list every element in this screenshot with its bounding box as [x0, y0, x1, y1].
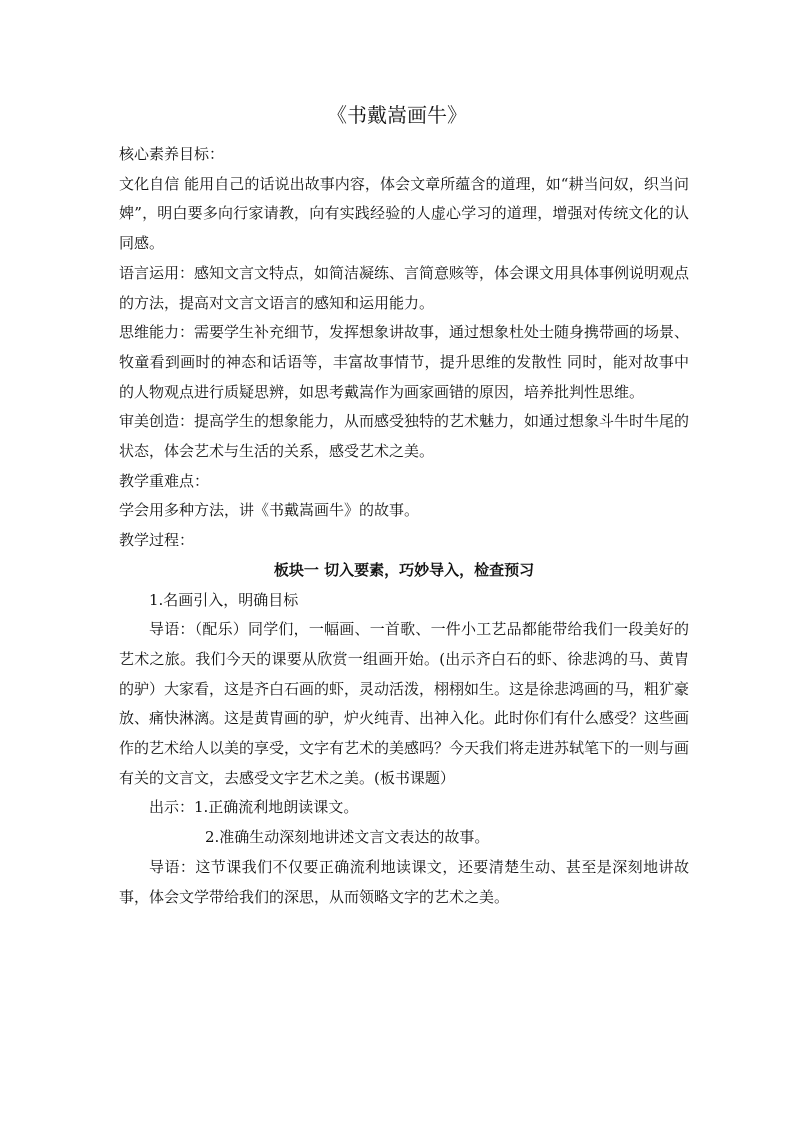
section-heading-block-one: 板块一 切入要素，巧妙导入，检查预习: [273, 560, 535, 579]
heading-teaching-process: 教学过程：: [119, 531, 195, 550]
paragraph-cultural-confidence: 文化自信 能用自己的话说出故事内容，体会文章所蕴含的道理，如“耕当问奴，织当问婢”，明白要多向行家请教，向有实践经验的人虚心学习的道理，增强对传统文化的认同感。: [119, 174, 689, 253]
paragraph-closing-speech: 导语：这节课我们不仅要正确流利地读课文，还要清楚生动、甚至是深刻地讲故事，体会文学带给我们的深思，从而领略文字的艺术之美。: [119, 857, 689, 906]
subheading-painting-intro: 1.名画引入，明确目标: [149, 590, 299, 609]
paragraph-thinking-ability: 思维能力：需要学生补充细节，发挥想象讲故事，通过想象杜处士随身携带画的场景、牧童看到画时的神态和话语等，丰富故事情节，提升思维的发散性 同时，能对故事中的人物观点进行质疑思辨，如思考戴嵩作为画家画错的原因，培养批判性思维。: [119, 323, 690, 401]
paragraph-show-goal-1: 出示：1.正确流利地朗读课文。: [149, 798, 359, 817]
paragraph-show-goal-2: 2.准确生动深刻地讲述文言文表达的故事。: [205, 828, 490, 847]
heading-core-goals: 核心素养目标：: [119, 145, 225, 163]
document-body: [119, 140, 689, 912]
paragraph-key-points: 学会用多种方法，讲《书戴嵩画牛》的故事。: [119, 501, 420, 520]
heading-key-points: 教学重难点：: [119, 471, 210, 490]
paragraph-language-use: 语言运用：感知文言文特点，如简洁凝练、言简意赅等，体会课文用具体事例说明观点的方法，提高对文言文语言的感知和运用能力。: [119, 263, 690, 312]
paragraph-intro-speech: 导语：（配乐）同学们，一幅画、一首歌、一件小工艺品都能带给我们一段美好的艺术之旅。我们今天的课要从欣赏一组画开始。(出示齐白石的虾、徐悲鸿的马、黄胄的驴）大家看，这是齐白石画的虾，灵动活泼，栩栩如生。这是徐悲鸿画的马，粗犷豪放、痛快淋漓。这是黄胄画的驴，炉火纯青、出神入化。此时你们有什么感受？这些画作的艺术给人以美的享受，文字有艺术的美感吗？今天我们将走进苏轼笔下的一则与画有关的文言文，去感受文字艺术之美。(板书课题）: [119, 620, 690, 787]
document-title: 《书戴嵩画牛》: [327, 103, 467, 127]
paragraph-aesthetic-creation: 审美创造：提高学生的想象能力，从而感受独特的艺术魅力，如通过想象斗牛时牛尾的状态，体会艺术与生活的关系，感受艺术之美。: [119, 412, 690, 461]
